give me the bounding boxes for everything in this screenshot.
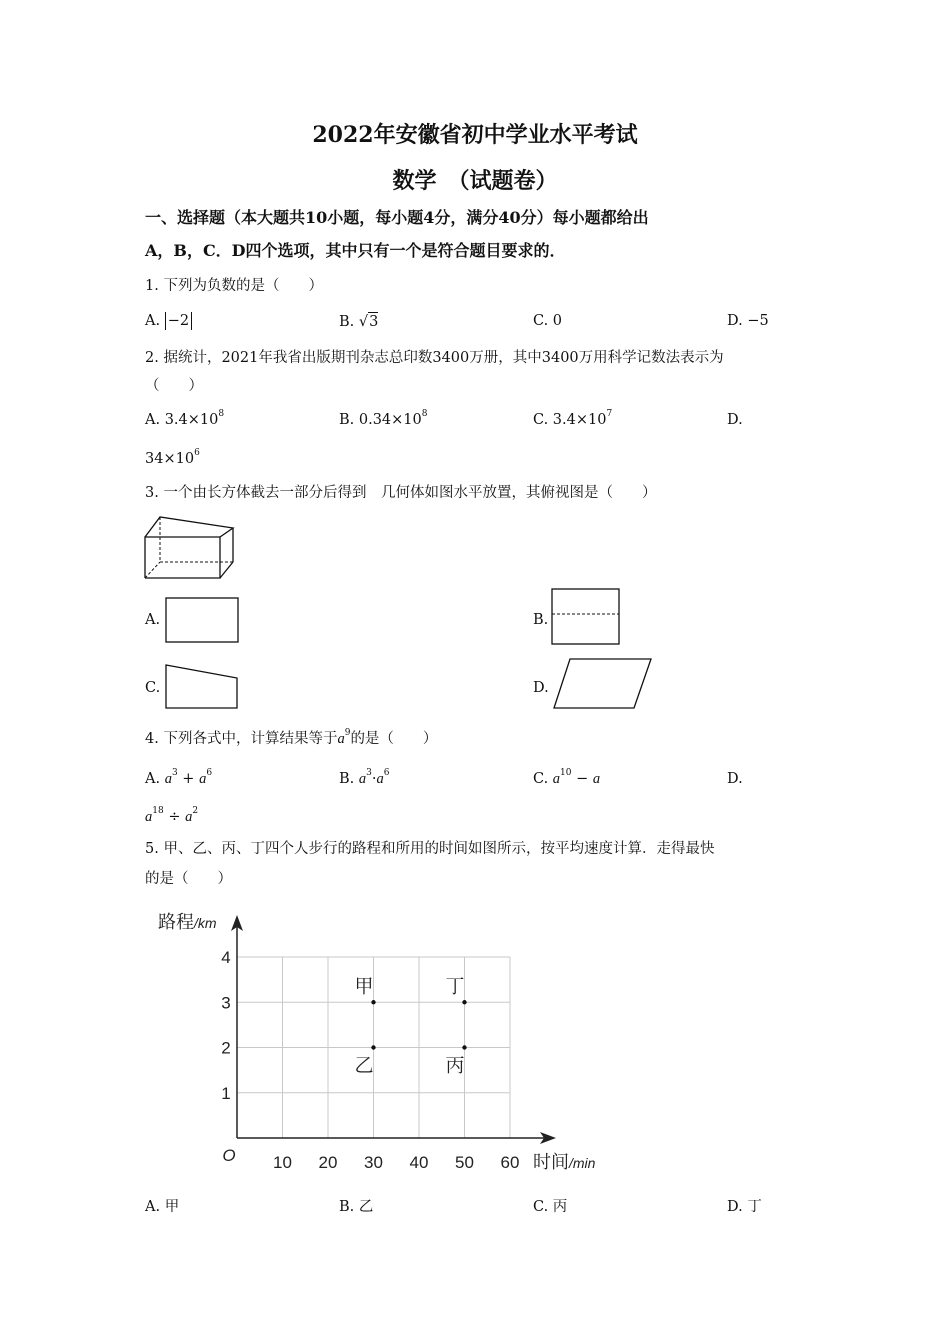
data-point xyxy=(371,1000,375,1004)
operator: ÷ xyxy=(168,809,181,825)
x-tick-label: 30 xyxy=(364,1153,383,1172)
x-tick-label: 10 xyxy=(273,1153,292,1172)
option-label: A. xyxy=(145,1199,161,1215)
option-value: 甲 xyxy=(164,1199,180,1215)
variable: a xyxy=(164,771,172,787)
stem-exponent: 9 xyxy=(344,728,351,738)
option-base: 0.34×10 xyxy=(358,412,422,428)
option-label: B. xyxy=(339,771,355,787)
option-label: A. xyxy=(145,771,161,787)
q3-option-d-label: D. xyxy=(533,680,549,696)
q3-stem: 3. 一个由长方体截去一部分后得到 几何体如图水平放置，其俯视图是（ ） xyxy=(145,485,657,501)
variable: a xyxy=(185,809,193,825)
stem-variable: a xyxy=(337,731,345,747)
exponent: 3 xyxy=(366,768,372,778)
variable: a xyxy=(145,809,153,825)
option-label: B. xyxy=(339,412,355,428)
option-label: B. xyxy=(339,1199,355,1215)
data-point xyxy=(371,1045,375,1049)
variable: a xyxy=(592,771,601,787)
option-label: D. xyxy=(727,1199,743,1215)
q5-option-c xyxy=(533,1198,567,1216)
data-point-label: 甲 xyxy=(354,975,374,998)
data-point-label: 丁 xyxy=(445,975,465,998)
x-tick-label: 60 xyxy=(500,1153,520,1172)
variable: a xyxy=(358,771,367,787)
exam-subtitle: 数学 （试题卷） xyxy=(392,168,558,194)
q5-stem-line1: 5. 甲、乙、丙、丁四个人步行的路程和所用的时间如图所示，按平均速度计算．走得最快 xyxy=(145,841,715,857)
y-axis-label-unit: /km xyxy=(194,915,217,931)
data-point-label: 丙 xyxy=(445,1054,465,1077)
y-axis-label xyxy=(158,912,217,932)
exponent: 2 xyxy=(192,806,199,816)
q3-option-a-label: A. xyxy=(145,612,161,628)
option-base: 3.4×10 xyxy=(552,412,607,428)
q4-option-d-label: D. xyxy=(727,771,743,787)
x-tick-label: 50 xyxy=(455,1153,474,1172)
section-header-line2: A，B，C．D四个选项，其中只有一个是符合题目要求的． xyxy=(145,241,566,260)
q5-option-d xyxy=(727,1198,762,1216)
option-value: −5 xyxy=(747,313,769,329)
variable: a xyxy=(199,771,207,787)
option-value: 乙 xyxy=(358,1199,374,1215)
section-header-line1: 一、选择题（本大题共10小题，每小题4分，满分40分）每小题都给出 xyxy=(145,208,649,227)
operator: − xyxy=(576,771,589,787)
x-axis-label xyxy=(533,1152,596,1172)
q3-option-c-label: C. xyxy=(145,680,161,696)
option-exponent: 8 xyxy=(421,409,428,419)
sqrt-radicand: 3 xyxy=(369,314,379,330)
option-label: C. xyxy=(533,313,549,329)
sqrt-sign-icon: √ xyxy=(358,314,369,330)
data-point xyxy=(462,1000,466,1004)
data-point-label: 乙 xyxy=(354,1054,374,1077)
option-label: C. xyxy=(533,412,549,428)
exponent: 18 xyxy=(152,806,164,816)
option-exponent: 8 xyxy=(218,409,225,419)
x-tick-label: 40 xyxy=(409,1153,429,1172)
operator: · xyxy=(371,771,377,787)
option-exponent: 6 xyxy=(194,448,200,458)
exponent: 3 xyxy=(171,768,178,778)
option-label: C. xyxy=(533,771,549,787)
option-label: A. xyxy=(145,412,161,428)
option-label: B. xyxy=(339,314,355,330)
q1-stem: 1. 下列为负数的是（ ） xyxy=(145,278,323,294)
q5-option-b xyxy=(339,1198,373,1216)
exponent: 10 xyxy=(560,768,572,778)
option-base: 3.4×10 xyxy=(164,412,219,428)
variable: a xyxy=(376,771,384,787)
operator: + xyxy=(182,771,195,787)
stem-text-end: 的是（ ） xyxy=(350,731,438,747)
y-tick-label: 3 xyxy=(221,993,231,1013)
q2-stem-line1: 2. 据统计，2021年我省出版期刊杂志总印数3400万册，其中3400万用科学记数法表示为 xyxy=(145,350,724,366)
x-axis-label-unit: /min xyxy=(569,1155,596,1171)
y-tick-label: 2 xyxy=(221,1038,231,1058)
option-base: 34×10 xyxy=(145,451,195,467)
q2-option-d-label: D. xyxy=(727,412,743,428)
x-tick-label: 20 xyxy=(318,1153,338,1172)
q2-stem-line2: （ ） xyxy=(145,378,203,394)
y-tick-label: 4 xyxy=(221,948,231,967)
option-exponent: 7 xyxy=(606,409,613,419)
option-value: 丁 xyxy=(747,1199,762,1215)
q3-option-b-label: B. xyxy=(533,612,549,628)
q5-stem-line2: 的是（ ） xyxy=(145,871,232,887)
option-value: 丙 xyxy=(552,1199,568,1215)
absolute-value: −2 xyxy=(165,312,192,330)
exam-title: 2022年安徽省初中学业水平考试 xyxy=(312,122,638,148)
exponent: 6 xyxy=(383,768,390,778)
y-tick-label: 1 xyxy=(221,1083,231,1103)
exponent: 6 xyxy=(206,768,213,778)
y-axis-label-main: 路程 xyxy=(158,912,194,932)
variable: a xyxy=(552,771,561,787)
option-label: D. xyxy=(727,313,743,329)
option-label: C. xyxy=(533,1199,549,1215)
option-label: A. xyxy=(145,313,161,329)
stem-text: 4. 下列各式中，计算结果等于 xyxy=(145,731,338,747)
x-axis-label-main: 时间 xyxy=(533,1152,569,1172)
data-point xyxy=(462,1045,466,1049)
q5-option-a xyxy=(145,1198,179,1216)
origin-label: O xyxy=(222,1146,236,1165)
option-value: 0 xyxy=(552,313,563,329)
